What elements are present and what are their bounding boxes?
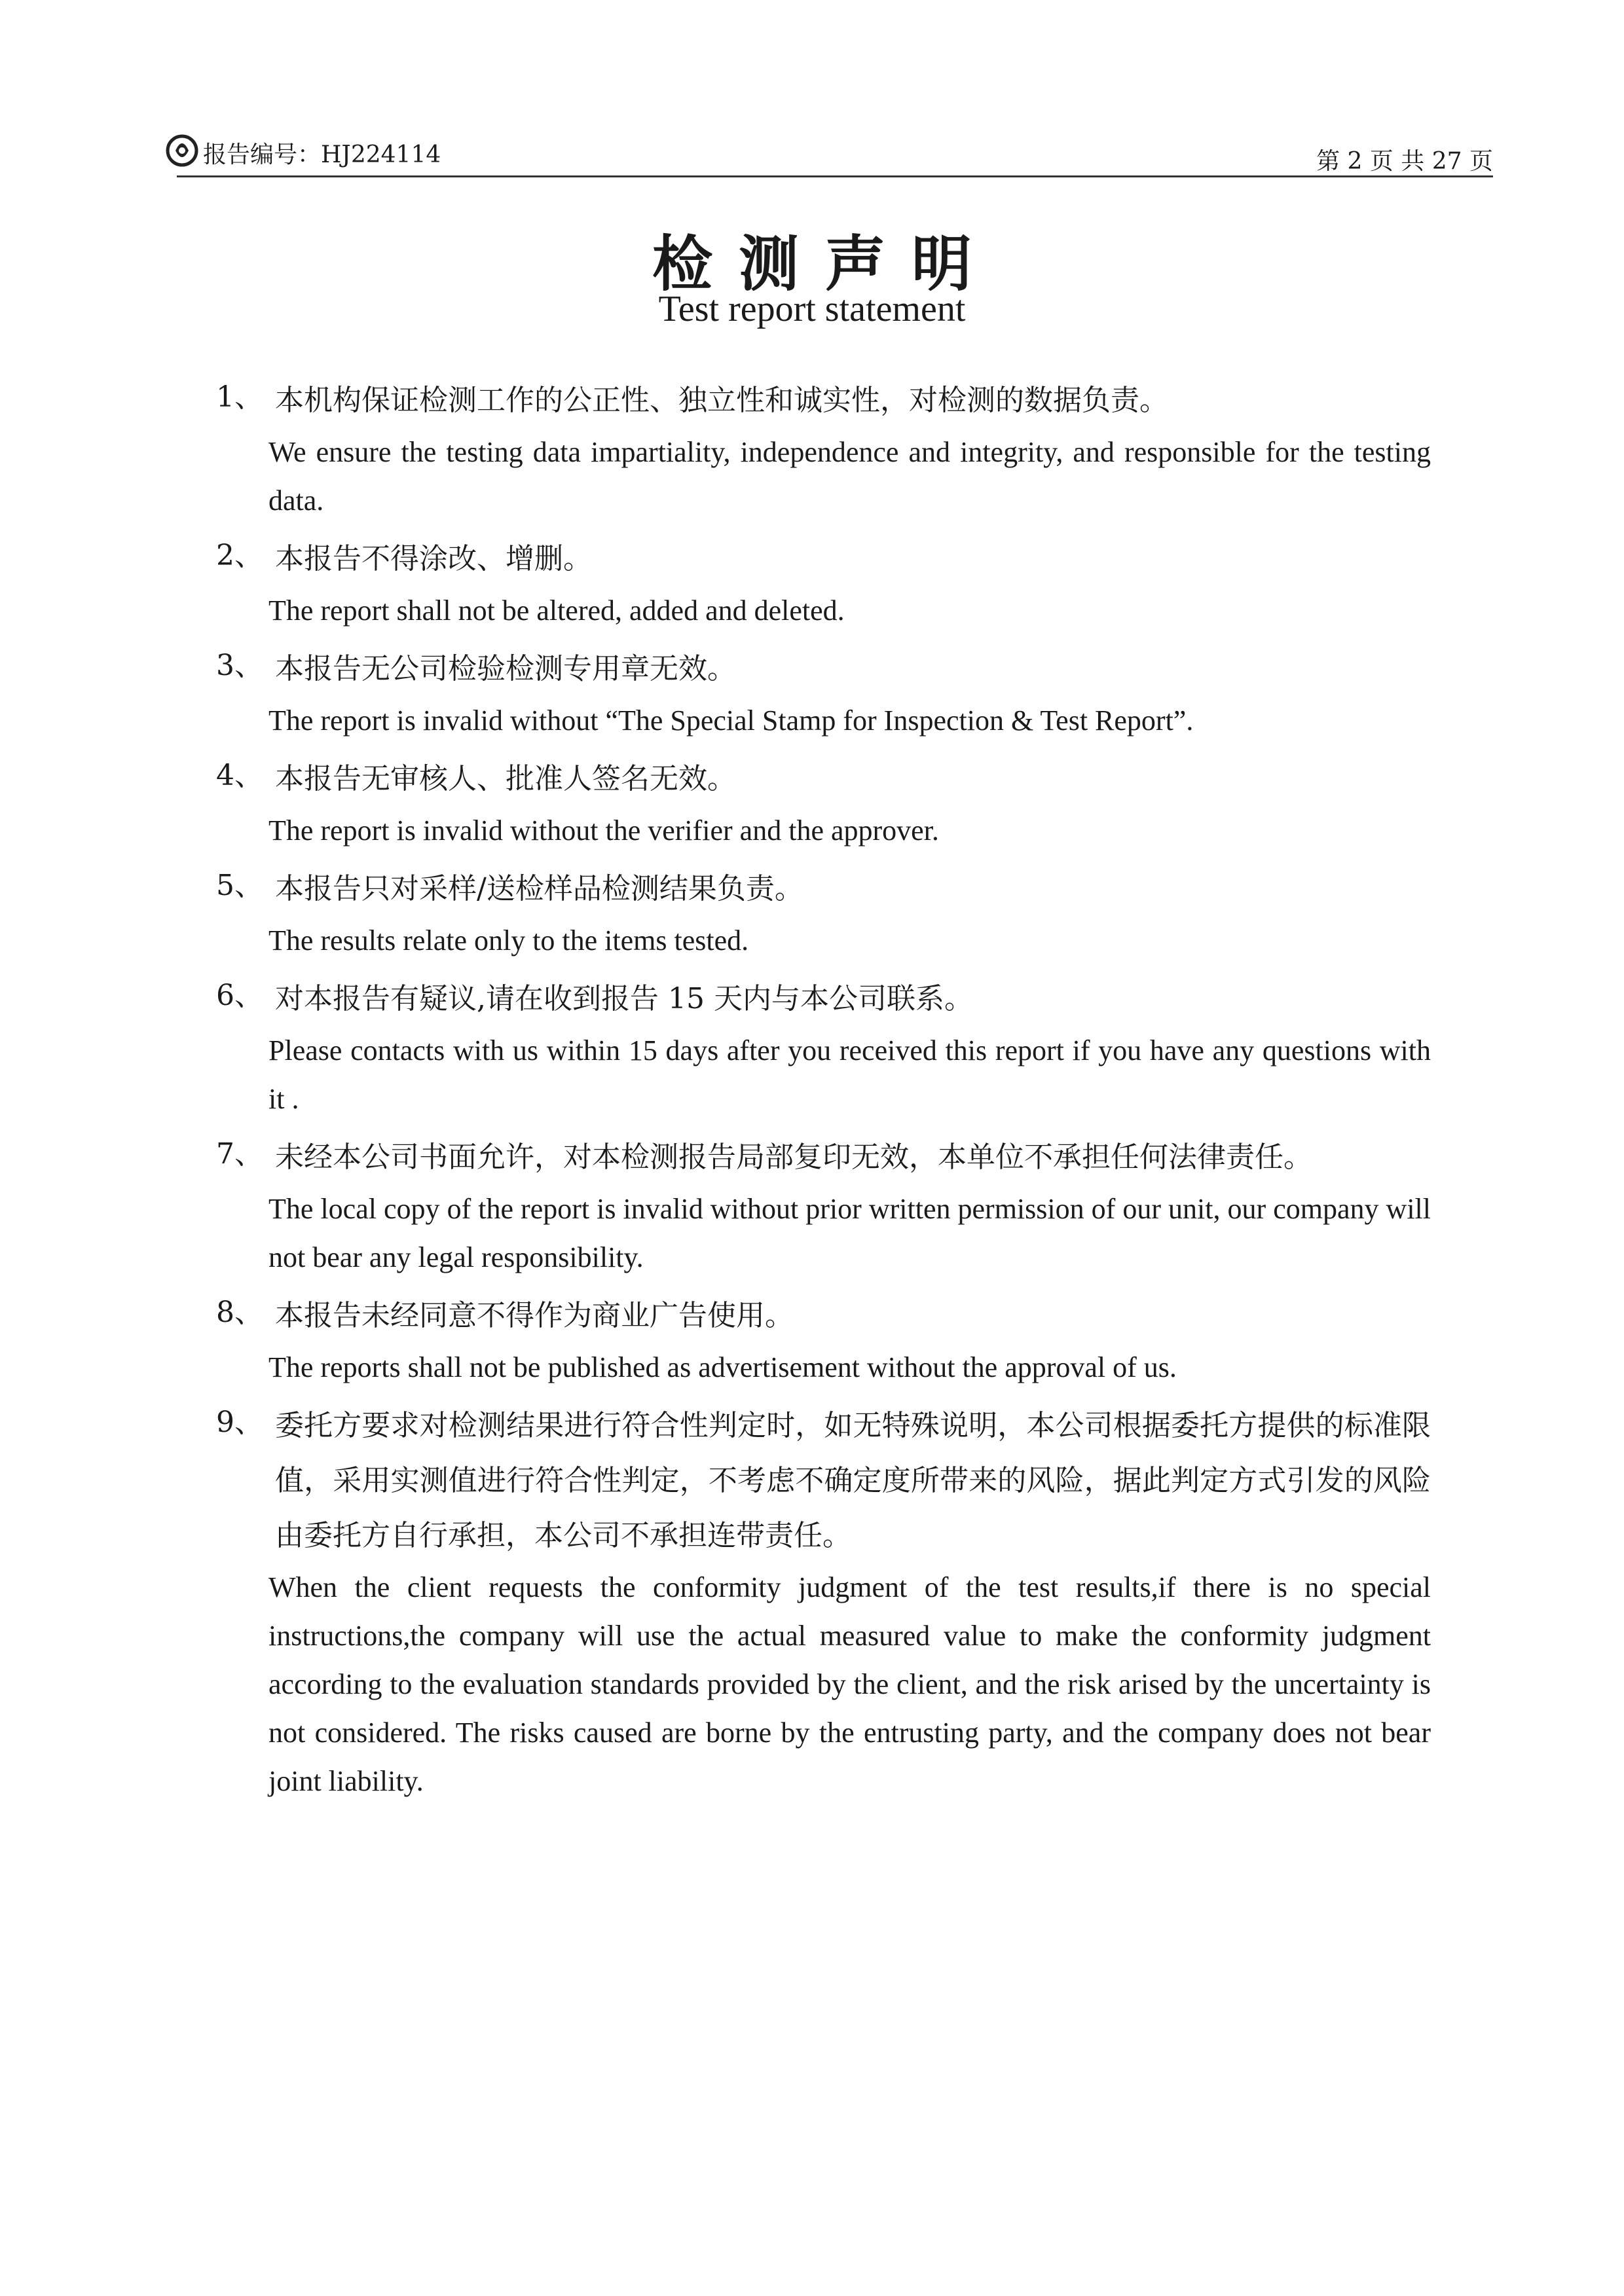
item-text-en: The local copy of the report is invalid without prior written permission of our unit, our company will not bear any legal responsibility. bbox=[268, 1193, 1431, 1273]
statement-item-4 bbox=[216, 752, 1431, 855]
item-number: 2、 bbox=[216, 539, 263, 572]
item-number: 1、 bbox=[216, 380, 263, 414]
item-text-en: The reports shall not be published as advertisement without the approval of us. bbox=[268, 1351, 1177, 1383]
item-text-cn: 对本报告有疑议,请在收到报告 15 天内与本公司联系。 bbox=[275, 982, 973, 1015]
item-text-cn: 本报告无公司检验检测专用章无效。 bbox=[275, 652, 736, 685]
item-number: 6、 bbox=[216, 979, 263, 1012]
item-text-en: We ensure the testing data impartiality, independence and integrity, and responsible for the testing data. bbox=[268, 436, 1431, 517]
item-number: 3、 bbox=[216, 649, 263, 682]
item-number: 8、 bbox=[216, 1296, 263, 1329]
item-text-en: The report shall not be altered, added and deleted. bbox=[268, 594, 845, 627]
item-text-en: Please contacts with us within 15 days after you received this report if you have any questions with it . bbox=[268, 1034, 1431, 1115]
statement-list bbox=[216, 373, 1431, 1812]
item-text-cn: 本报告不得涂改、增删。 bbox=[275, 542, 592, 575]
item-number: 9、 bbox=[216, 1406, 263, 1439]
item-text-cn: 本报告无审核人、批准人签名无效。 bbox=[275, 762, 736, 795]
item-text-cn: 委托方要求对检测结果进行符合性判定时，如无特殊说明，本公司根据委托方提供的标准限值，采用实测值进行符合性判定，不考虑不确定度所带来的风险，据此判定方式引发的风险由委托方自行承担，本公司不承担连带责任。 bbox=[275, 1409, 1431, 1552]
statement-item-1 bbox=[216, 373, 1431, 525]
page-header bbox=[164, 131, 1493, 177]
item-number: 5、 bbox=[216, 869, 263, 902]
item-text-cn: 本报告未经同意不得作为商业广告使用。 bbox=[275, 1299, 794, 1332]
header-divider bbox=[177, 175, 1493, 177]
company-logo-icon bbox=[164, 131, 200, 168]
statement-item-6 bbox=[216, 972, 1431, 1123]
item-text-cn: 本机构保证检测工作的公正性、独立性和诚实性，对检测的数据负责。 bbox=[275, 384, 1168, 417]
report-number: 报告编号：HJ224114 bbox=[203, 141, 441, 168]
item-text-en: The report is invalid without the verifier and the approver. bbox=[268, 814, 939, 847]
statement-item-8 bbox=[216, 1288, 1431, 1392]
item-number: 7、 bbox=[216, 1137, 263, 1171]
statement-item-5 bbox=[216, 862, 1431, 965]
statement-item-7 bbox=[216, 1130, 1431, 1282]
item-text-cn: 未经本公司书面允许，对本检测报告局部复印无效，本单位不承担任何法律责任。 bbox=[275, 1140, 1312, 1174]
item-number: 4、 bbox=[216, 759, 263, 792]
item-text-en: The report is invalid without “The Special Stamp for Inspection & Test Report”. bbox=[268, 704, 1194, 737]
statement-item-2 bbox=[216, 532, 1431, 635]
statement-item-3 bbox=[216, 642, 1431, 745]
item-text-cn: 本报告只对采样/送检样品检测结果负责。 bbox=[275, 872, 803, 905]
statement-item-9 bbox=[216, 1398, 1431, 1806]
page-title-en: Test report statement bbox=[658, 289, 966, 329]
page-title-cn: 检测声明 bbox=[652, 229, 998, 299]
item-text-en: When the client requests the conformity judgment of the test results,if there is no special instructions,the company will use the actual measured value to make the conformity judgment according to the evaluation standards provided by the client, and the risk arised by the uncertainty is not considered. The risks caused are borne by the entrusting party, and the company does not bear joint liability. bbox=[268, 1571, 1431, 1797]
item-text-en: The results relate only to the items tested. bbox=[268, 924, 749, 957]
page-number: 第 2 页 共 27 页 bbox=[1316, 148, 1493, 175]
